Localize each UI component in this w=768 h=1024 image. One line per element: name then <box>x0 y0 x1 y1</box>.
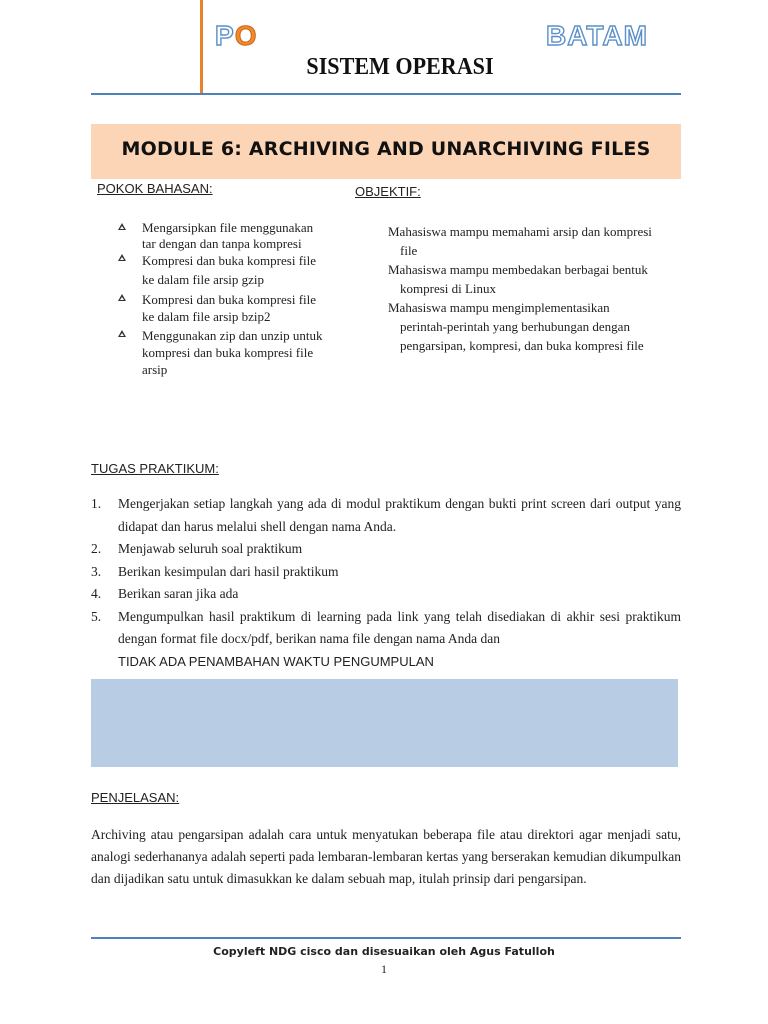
list-number: 3. <box>91 563 102 579</box>
page-title: SISTEM OPERASI <box>306 54 494 80</box>
list-item <box>91 493 681 538</box>
triangle-bullet-icon <box>118 330 126 337</box>
page-number: 1 <box>381 962 387 976</box>
footer-credit: Copyleft NDG cisco dan disesuaikan oleh Agus Fatulloh <box>213 945 555 958</box>
list-item-text: Menjawab seluruh soal praktikum <box>118 541 303 556</box>
list-item-text: Mengerjakan setiap langkah yang ada di modul praktikum dengan bukti print screen dari output yang didapat dan harus melalui shell dengan nama Anda. <box>118 496 681 534</box>
list-item-text: Kompresi dan buka kompresi file ke dalam file arsip bzip2 <box>142 292 317 324</box>
triangle-bullet-icon <box>118 254 126 261</box>
penjelasan-heading: PENJELASAN: <box>91 790 180 805</box>
list-item <box>118 291 328 325</box>
list-item-text: Mengarsipkan file menggunakan tar dengan dan tanpa kompresi <box>142 220 314 251</box>
pokok-bahasan-heading: POKOK BAHASAN: <box>97 181 213 196</box>
list-item-text: Kompresi dan buka kompresi file ke dalam file arsip gzip <box>142 253 317 287</box>
footer-divider <box>91 937 681 939</box>
list-item-text: Menggunakan zip dan unzip untuk kompresi dan buka kompresi file arsip <box>142 328 323 377</box>
pokok-bahasan-list <box>118 220 328 378</box>
list-item <box>118 220 328 252</box>
list-number: 2. <box>91 541 102 556</box>
list-item-text: Berikan kesimpulan dari hasil praktikum <box>118 563 339 579</box>
module-banner <box>91 124 681 179</box>
list-item-text: Mengumpulkan hasil praktikum di learning pada link yang telah disediakan di akhir sesi praktikum dengan format file docx/pdf, berikan nama file dengan nama Anda dan <box>118 608 681 646</box>
logo-letter-o: O <box>234 20 258 51</box>
header-divider <box>91 93 681 95</box>
list-item <box>118 251 328 289</box>
list-number: 5. <box>91 608 102 624</box>
penjelasan-paragraph: Archiving atau pengarsipan adalah cara untuk menyatukan beberapa file atau direktori agar menjadi satu, analogi sederhananya adalah seperti pada lembaran-lembaran kertas yang berserakan kemudian dikumpulkan dan dijadikan satu untuk dimasukkan ke dalam sebuah map, itulah prinsip dari pengarsipan. <box>91 827 681 886</box>
list-item <box>118 327 328 378</box>
list-item: Mahasiswa mampu memahami arsip dan kompresi file <box>388 224 652 258</box>
list-item: Mahasiswa mampu membedakan berbagai bentuk kompresi di Linux <box>388 262 648 296</box>
tugas-praktikum-heading: TUGAS PRAKTIKUM: <box>91 461 219 476</box>
list-item <box>91 561 681 584</box>
list-number: 1. <box>91 496 102 511</box>
batam-logo: BATAM <box>546 20 648 51</box>
list-item-note-row <box>91 651 681 674</box>
po-logo <box>215 20 257 52</box>
logo-letter-p: P <box>215 20 235 51</box>
tugas-praktikum-list <box>91 493 681 673</box>
deadline-note: TIDAK ADA PENAMBAHAN WAKTU PENGUMPULAN <box>118 653 434 669</box>
list-item-text: Berikan saran jika ada <box>118 586 239 601</box>
objektif-list <box>388 222 658 355</box>
list-item: Mahasiswa mampu mengimplementasikan perintah-perintah yang berhubungan dengan pengarsipan, kompresi, dan buka kompresi file <box>388 300 644 353</box>
list-item <box>91 583 681 606</box>
triangle-bullet-icon <box>118 294 126 301</box>
list-item <box>91 606 681 651</box>
shaded-box <box>91 679 678 767</box>
list-item <box>91 538 681 561</box>
objektif-heading: OBJEKTIF: <box>355 184 421 199</box>
module-title: MODULE 6: ARCHIVING AND UNARCHIVING FILES <box>121 138 651 160</box>
triangle-bullet-icon <box>118 223 126 230</box>
list-number: 4. <box>91 586 102 601</box>
